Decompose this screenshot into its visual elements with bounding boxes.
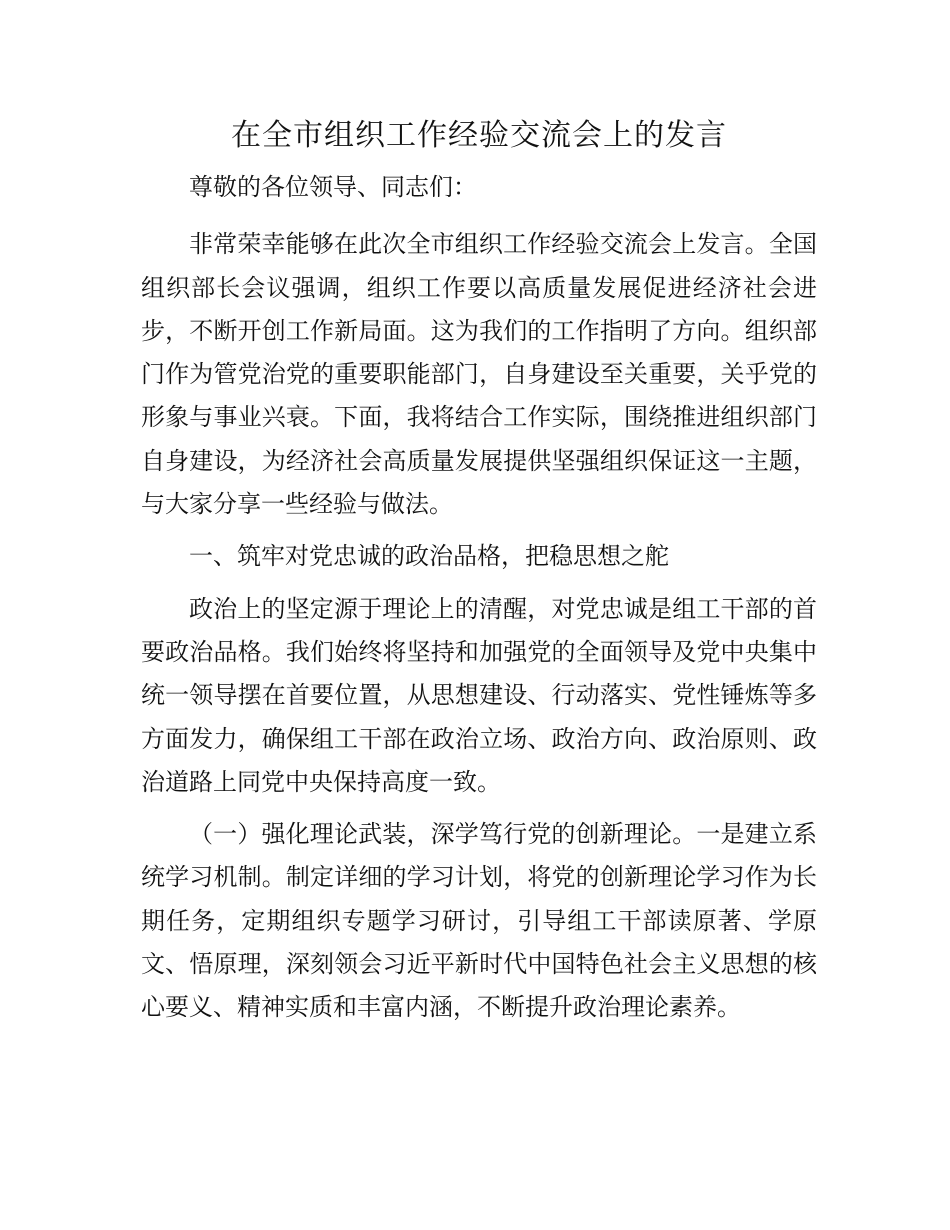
paragraph-intro: 非常荣幸能够在此次全市组织工作经验交流会上发言。全国组织部长会议强调，组织工作要以高质量发展促进经济社会进步，不断开创工作新局面。这为我们的工作指明了方向。组织部门作为管党治党的重要职能部门，自身建设至关重要，关乎党的形象与事业兴衰。下面，我将结合工作实际，围绕推进组织部门自身建设，为经济社会高质量发展提供坚强组织保证这一主题，与大家分享一些经验与做法。 [141, 230, 817, 519]
salutation: 尊敬的各位领导、同志们： [189, 173, 477, 201]
section-heading-one: 一、筑牢对党忠诚的政治品格，把稳思想之舵 [189, 542, 669, 571]
document-page [141, 110, 817, 1039]
paragraph-political-loyalty: 政治上的坚定源于理论上的清醒，对党忠诚是组工干部的首要政治品格。我们始终将坚持和加强党的全面领导及党中央集中统一领导摆在首要位置，从思想建设、行动落实、党性锤炼等多方面发力，确保组工干部在政治立场、政治方向、政治原则、政治道路上同党中央保持高度一致。 [141, 594, 817, 796]
paragraph-theory-study: （一）强化理论武装，深学笃行党的创新理论。一是建立系统学习机制。制定详细的学习计划，将党的创新理论学习作为长期任务，定期组织专题学习研讨，引导组工干部读原著、学原文、悟原理，深刻领会习近平新时代中国特色社会主义思想的核心要义、精神实质和丰富内涵，不断提升政治理论素养。 [141, 820, 817, 1022]
document-title: 在全市组织工作经验交流会上的发言 [231, 118, 727, 153]
